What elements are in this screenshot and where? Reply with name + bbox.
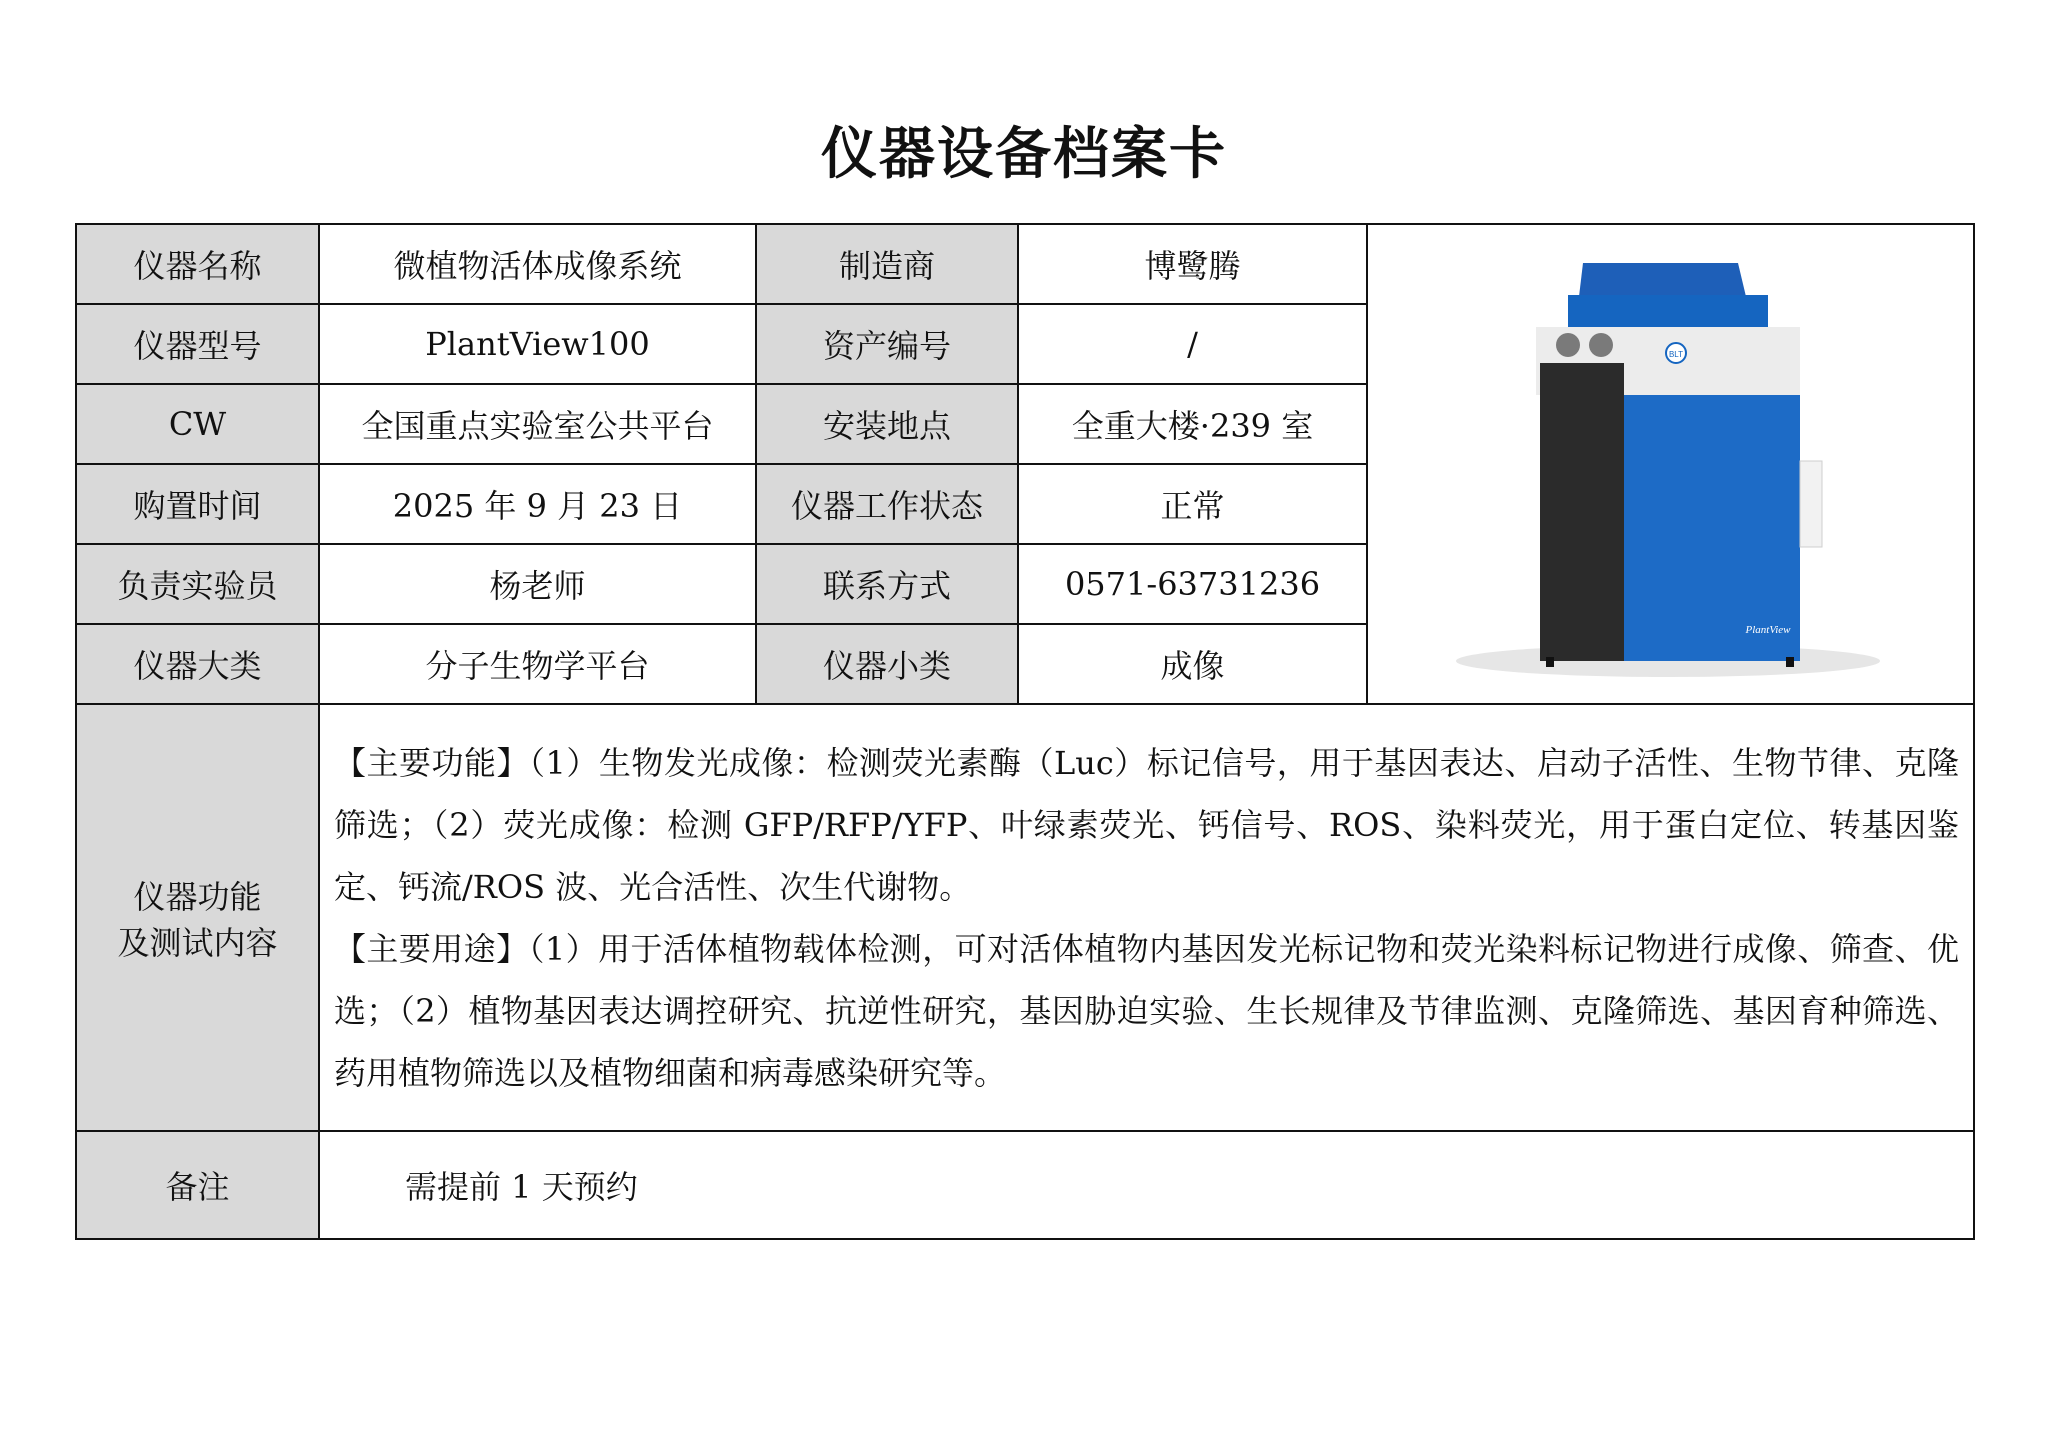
- label-cell: 联系方式: [756, 544, 1018, 624]
- note-label-cell: 备注: [76, 1131, 319, 1239]
- value-cell: 全重大楼·239 室: [1018, 384, 1367, 464]
- function-content-cell: [319, 704, 1974, 1131]
- value-cell: 2025 年 9 月 23 日: [319, 464, 756, 544]
- label-cell: 安装地点: [756, 384, 1018, 464]
- label-cell: 仪器名称: [76, 224, 319, 304]
- note-value-cell: 需提前 1 天预约: [319, 1131, 1974, 1239]
- page-title: 仪器设备档案卡: [821, 122, 1227, 187]
- value-cell: 杨老师: [319, 544, 756, 624]
- equipment-card-table: [75, 223, 1975, 1240]
- brand-logo-icon: BLT: [1668, 350, 1684, 359]
- function-label-line2: 及测试内容: [117, 923, 278, 962]
- imaging-instrument-photo-icon: [1368, 225, 1975, 695]
- value-cell: 0571-63731236: [1018, 544, 1367, 624]
- value-cell: 正常: [1018, 464, 1367, 544]
- value-cell: 全国重点实验室公共平台: [319, 384, 756, 464]
- label-cell: 负责实验员: [76, 544, 319, 624]
- label-cell: 资产编号: [756, 304, 1018, 384]
- label-cell: 仪器工作状态: [756, 464, 1018, 544]
- function-paragraph: 【主要功能】（1）生物发光成像：检测荧光素酶（Luc）标记信号，用于基因表达、启动子活性、生物节律、克隆筛选；（2）荧光成像：检测 GFP/RFP/YFP、叶绿素荧光、钙信号、ROS、染料荧光，用于蛋白定位、转基因鉴定、钙流/ROS 波、光合活性、次生代谢物。: [334, 743, 1959, 906]
- function-row: [76, 704, 1974, 1131]
- value-cell: PlantView100: [319, 304, 756, 384]
- label-cell: 购置时间: [76, 464, 319, 544]
- function-label-cell: [76, 704, 319, 1131]
- value-cell: 微植物活体成像系统: [319, 224, 756, 304]
- value-cell: 成像: [1018, 624, 1367, 704]
- value-cell: /: [1018, 304, 1367, 384]
- value-cell: 分子生物学平台: [319, 624, 756, 704]
- label-cell: 仪器型号: [76, 304, 319, 384]
- value-cell: 博鹭腾: [1018, 224, 1367, 304]
- label-cell: 仪器大类: [76, 624, 319, 704]
- usage-paragraph: 【主要用途】（1）用于活体植物载体检测，可对活体植物内基因发光标记物和荧光染料标记物进行成像、筛查、优选；（2）植物基因表达调控研究、抗逆性研究，基因胁迫实验、生长规律及节律监测、克隆筛选、基因育种筛选、药用植物筛选以及植物细菌和病毒感染研究等。: [334, 929, 1959, 1092]
- label-cell: CW: [76, 384, 319, 464]
- function-label-line1: 仪器功能: [133, 877, 262, 916]
- table-row: [76, 224, 1974, 304]
- instrument-photo-cell: [1367, 224, 1974, 704]
- label-cell: 制造商: [756, 224, 1018, 304]
- label-cell: 仪器小类: [756, 624, 1018, 704]
- note-row: [76, 1131, 1974, 1239]
- svg-text:PlantView: PlantView: [1745, 624, 1791, 636]
